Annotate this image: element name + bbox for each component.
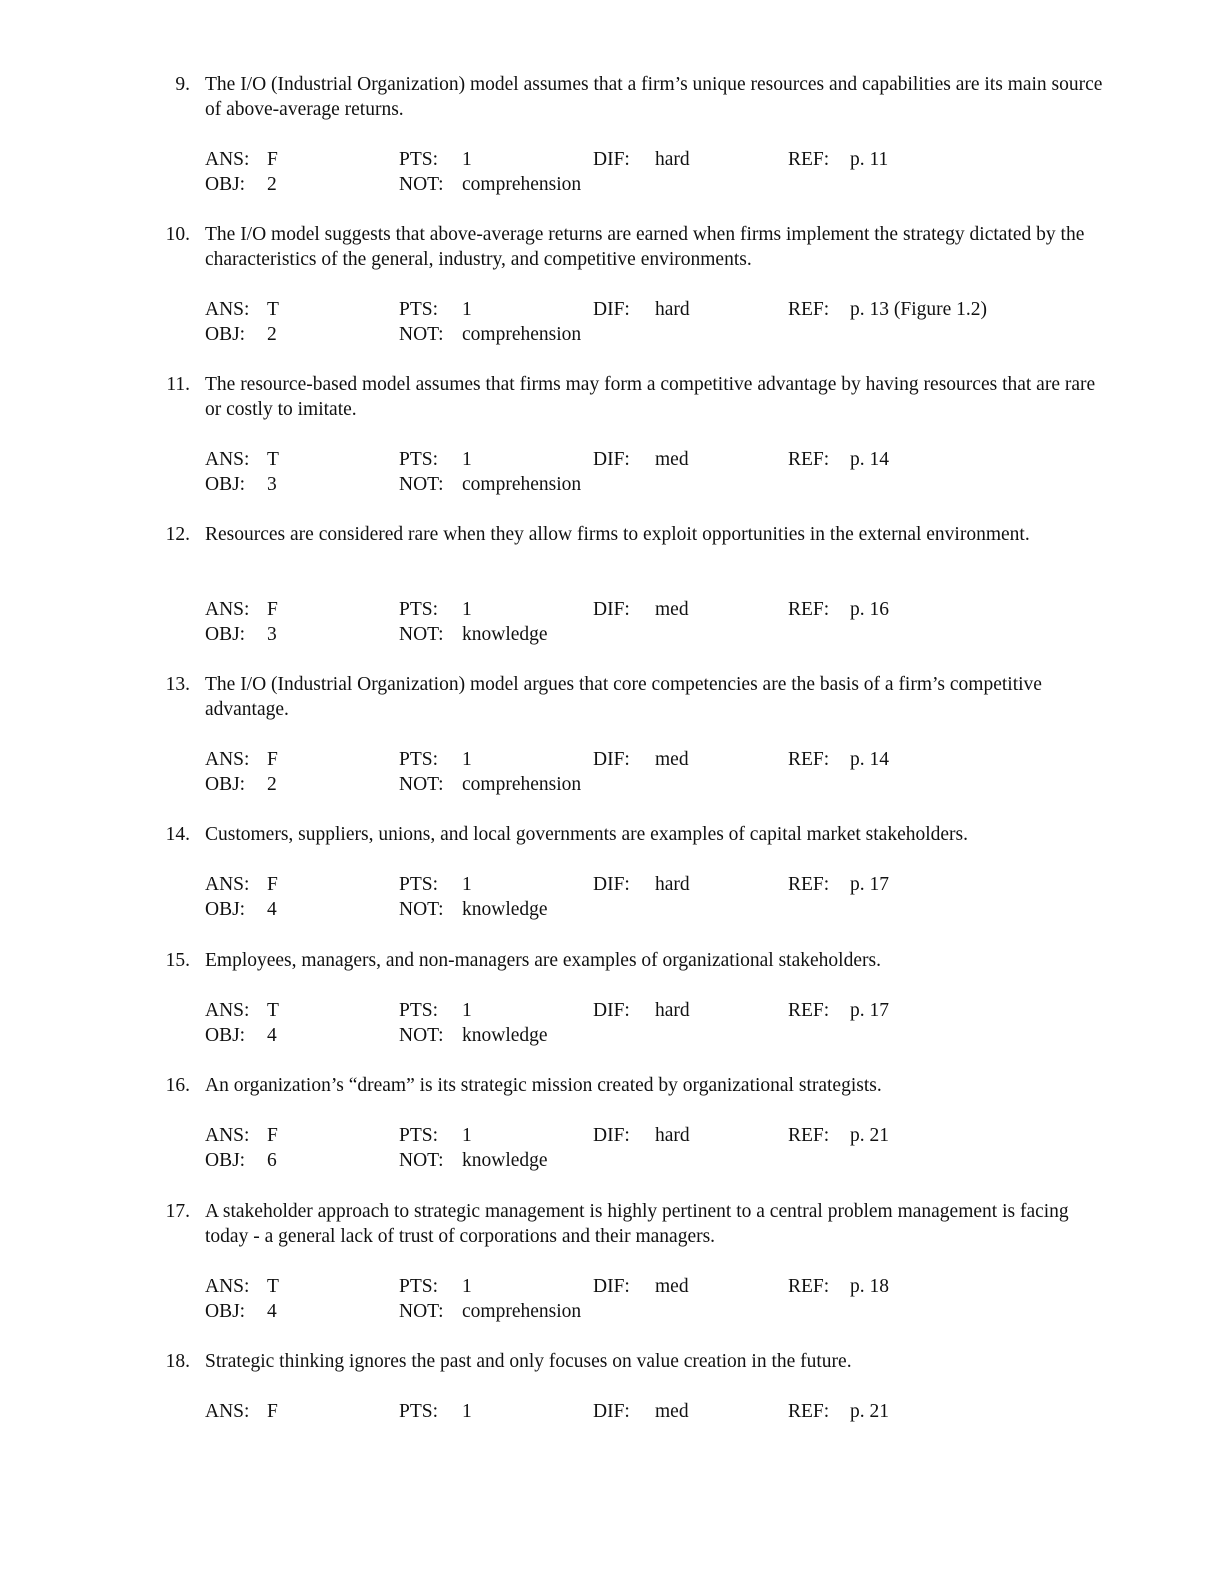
not-value: comprehension [462,474,582,495]
ans-field [205,1274,279,1299]
answer-metadata [205,147,1105,197]
ref-field [788,1399,889,1424]
question-text: A stakeholder approach to strategic management is highly pertinent to a central problem management is facing today - a general lack of trust of corporations and their managers. [205,1201,1069,1247]
ans-label: ANS: [205,874,250,895]
not-field [399,1299,582,1324]
ref-value: p. 13 (Figure 1.2) [850,299,988,320]
answer-metadata [205,872,1105,922]
pts-label: PTS: [399,1000,439,1021]
pts-value: 1 [462,1000,472,1021]
ref-field [788,147,889,172]
question-text: Employees, managers, and non-managers are examples of organizational stakeholders. [205,950,881,971]
dif-label: DIF: [593,749,630,770]
pts-value: 1 [462,149,472,170]
obj-label: OBJ: [205,624,246,645]
pts-label: PTS: [399,1125,439,1146]
ans-field [205,297,279,322]
not-label: NOT: [399,774,444,795]
not-label: NOT: [399,1025,444,1046]
obj-field [205,897,277,922]
ans-field [205,447,279,472]
not-field [399,172,582,197]
pts-value: 1 [462,1401,472,1422]
dif-field [593,998,690,1023]
dif-label: DIF: [593,599,630,620]
ref-label: REF: [788,874,830,895]
ref-value: p. 14 [850,449,889,470]
pts-value: 1 [462,1125,472,1146]
question-text: Customers, suppliers, unions, and local governments are examples of capital market stakeholders. [205,824,969,845]
dif-label: DIF: [593,1401,630,1422]
ans-value: T [267,1276,279,1297]
obj-field [205,472,277,497]
ref-field [788,872,889,897]
obj-value: 3 [267,474,277,495]
obj-label: OBJ: [205,1301,246,1322]
ref-field [788,747,889,772]
dif-field [593,297,690,322]
obj-label: OBJ: [205,1025,246,1046]
dif-value: hard [655,874,690,895]
not-label: NOT: [399,474,444,495]
not-label: NOT: [399,899,444,920]
obj-label: OBJ: [205,324,246,345]
ref-value: p. 16 [850,599,889,620]
pts-field [399,872,472,897]
ref-value: p. 21 [850,1401,889,1422]
ans-field [205,147,278,172]
obj-value: 2 [267,324,277,345]
dif-value: med [655,599,689,620]
dif-value: med [655,1401,689,1422]
not-label: NOT: [399,624,444,645]
answer-metadata [205,998,1105,1048]
ref-field [788,297,988,322]
question-text: An organization’s “dream” is its strategic mission created by organizational strategists. [205,1075,882,1096]
ans-value: F [267,749,278,770]
pts-label: PTS: [399,299,439,320]
ref-label: REF: [788,1000,830,1021]
not-value: knowledge [462,899,548,920]
dif-field [593,1399,689,1424]
pts-value: 1 [462,749,472,770]
not-field [399,472,582,497]
dif-field [593,147,690,172]
obj-field [205,772,277,797]
dif-value: hard [655,299,690,320]
ans-label: ANS: [205,149,250,170]
dif-value: med [655,749,689,770]
ans-label: ANS: [205,449,250,470]
question-number: 16. [165,1075,190,1096]
pts-value: 1 [462,449,472,470]
pts-value: 1 [462,599,472,620]
obj-field [205,1299,277,1324]
ans-value: T [267,299,279,320]
question-number: 14. [165,824,190,845]
answer-metadata [205,1399,1105,1424]
ref-label: REF: [788,449,830,470]
pts-label: PTS: [399,599,439,620]
ref-value: p. 14 [850,749,889,770]
question-number: 15. [165,950,190,971]
obj-field [205,1148,277,1173]
not-field [399,1148,548,1173]
pts-label: PTS: [399,749,439,770]
answer-metadata [205,447,1105,497]
not-value: knowledge [462,1150,548,1171]
ans-label: ANS: [205,1276,250,1297]
question-number: 18. [165,1351,190,1372]
ref-label: REF: [788,749,830,770]
ans-field [205,872,278,897]
ans-field [205,998,279,1023]
pts-label: PTS: [399,449,439,470]
dif-value: hard [655,1125,690,1146]
question-number: 17. [165,1201,190,1222]
not-field [399,897,548,922]
ans-label: ANS: [205,1000,250,1021]
pts-field [399,147,472,172]
not-value: comprehension [462,1301,582,1322]
obj-value: 2 [267,174,277,195]
obj-value: 4 [267,1025,277,1046]
pts-field [399,1123,472,1148]
answer-metadata [205,597,1105,647]
ans-label: ANS: [205,1401,250,1422]
pts-field [399,1399,472,1424]
question-number: 12. [165,524,190,545]
ref-label: REF: [788,299,830,320]
ans-field [205,597,278,622]
ans-value: T [267,449,279,470]
obj-label: OBJ: [205,1150,246,1171]
not-value: comprehension [462,774,582,795]
dif-label: DIF: [593,1000,630,1021]
answer-metadata [205,1274,1105,1324]
not-field [399,322,582,347]
ref-label: REF: [788,1276,830,1297]
question-text: The I/O (Industrial Organization) model argues that core competencies are the basis of a firm’s competitive advantage. [205,674,1042,720]
ans-label: ANS: [205,1125,250,1146]
ans-value: F [267,1125,278,1146]
dif-label: DIF: [593,1125,630,1146]
pts-field [399,447,472,472]
question-text: The I/O (Industrial Organization) model assumes that a firm’s unique resources and capabilities are its main source of above-average returns. [205,74,1103,120]
obj-value: 2 [267,774,277,795]
ref-label: REF: [788,599,830,620]
obj-label: OBJ: [205,474,246,495]
pts-value: 1 [462,874,472,895]
ans-value: T [267,1000,279,1021]
not-value: knowledge [462,624,548,645]
pts-label: PTS: [399,874,439,895]
dif-value: med [655,449,689,470]
not-label: NOT: [399,1150,444,1171]
ref-value: p. 17 [850,874,889,895]
dif-field [593,1123,690,1148]
answer-metadata [205,1123,1105,1173]
answer-metadata [205,747,1105,797]
question-number: 10. [165,224,190,245]
obj-value: 6 [267,1150,277,1171]
dif-label: DIF: [593,149,630,170]
ref-label: REF: [788,1125,830,1146]
not-field [399,772,582,797]
question-text: The resource-based model assumes that firms may form a competitive advantage by having resources that are rare or costly to imitate. [205,374,1096,420]
ref-value: p. 11 [850,149,889,170]
ref-value: p. 17 [850,1000,889,1021]
obj-value: 3 [267,624,277,645]
ref-value: p. 21 [850,1125,889,1146]
ans-field [205,1123,278,1148]
not-value: knowledge [462,1025,548,1046]
dif-value: hard [655,149,690,170]
not-field [399,1023,548,1048]
dif-field [593,1274,689,1299]
pts-field [399,597,472,622]
dif-field [593,447,689,472]
ans-label: ANS: [205,749,250,770]
obj-value: 4 [267,899,277,920]
obj-value: 4 [267,1301,277,1322]
not-label: NOT: [399,324,444,345]
question-text: Strategic thinking ignores the past and only focuses on value creation in the future. [205,1351,852,1372]
question-number: 11. [166,374,190,395]
obj-field [205,1023,277,1048]
ref-label: REF: [788,149,830,170]
ans-label: ANS: [205,299,250,320]
pts-field [399,747,472,772]
dif-label: DIF: [593,299,630,320]
obj-field [205,322,277,347]
ans-field [205,1399,278,1424]
obj-field [205,172,277,197]
ref-field [788,998,889,1023]
ref-field [788,1274,889,1299]
ans-field [205,747,278,772]
obj-field [205,622,277,647]
pts-label: PTS: [399,1276,439,1297]
not-label: NOT: [399,174,444,195]
ref-label: REF: [788,1401,830,1422]
question-number: 13. [165,674,190,695]
question-number: 9. [175,74,190,95]
dif-value: med [655,1276,689,1297]
obj-label: OBJ: [205,899,246,920]
dif-value: hard [655,1000,690,1021]
dif-field [593,747,689,772]
obj-label: OBJ: [205,774,246,795]
pts-value: 1 [462,299,472,320]
pts-field [399,1274,472,1299]
not-label: NOT: [399,1301,444,1322]
dif-label: DIF: [593,1276,630,1297]
not-field [399,622,548,647]
ref-value: p. 18 [850,1276,889,1297]
ans-value: F [267,874,278,895]
obj-label: OBJ: [205,174,246,195]
pts-field [399,297,472,322]
ans-value: F [267,149,278,170]
dif-field [593,872,690,897]
ans-value: F [267,599,278,620]
ref-field [788,597,889,622]
ans-label: ANS: [205,599,250,620]
question-text: Resources are considered rare when they allow firms to exploit opportunities in the external environment. [205,524,1030,545]
not-value: comprehension [462,174,582,195]
ans-value: F [267,1401,278,1422]
pts-value: 1 [462,1276,472,1297]
answer-metadata [205,297,1105,347]
question-text: The I/O model suggests that above-average returns are earned when firms implement the strategy dictated by the characteristics of the general, industry, and competitive environments. [205,224,1085,270]
ref-field [788,1123,889,1148]
dif-field [593,597,689,622]
not-value: comprehension [462,324,582,345]
pts-field [399,998,472,1023]
ref-field [788,447,889,472]
dif-label: DIF: [593,449,630,470]
dif-label: DIF: [593,874,630,895]
pts-label: PTS: [399,149,439,170]
pts-label: PTS: [399,1401,439,1422]
